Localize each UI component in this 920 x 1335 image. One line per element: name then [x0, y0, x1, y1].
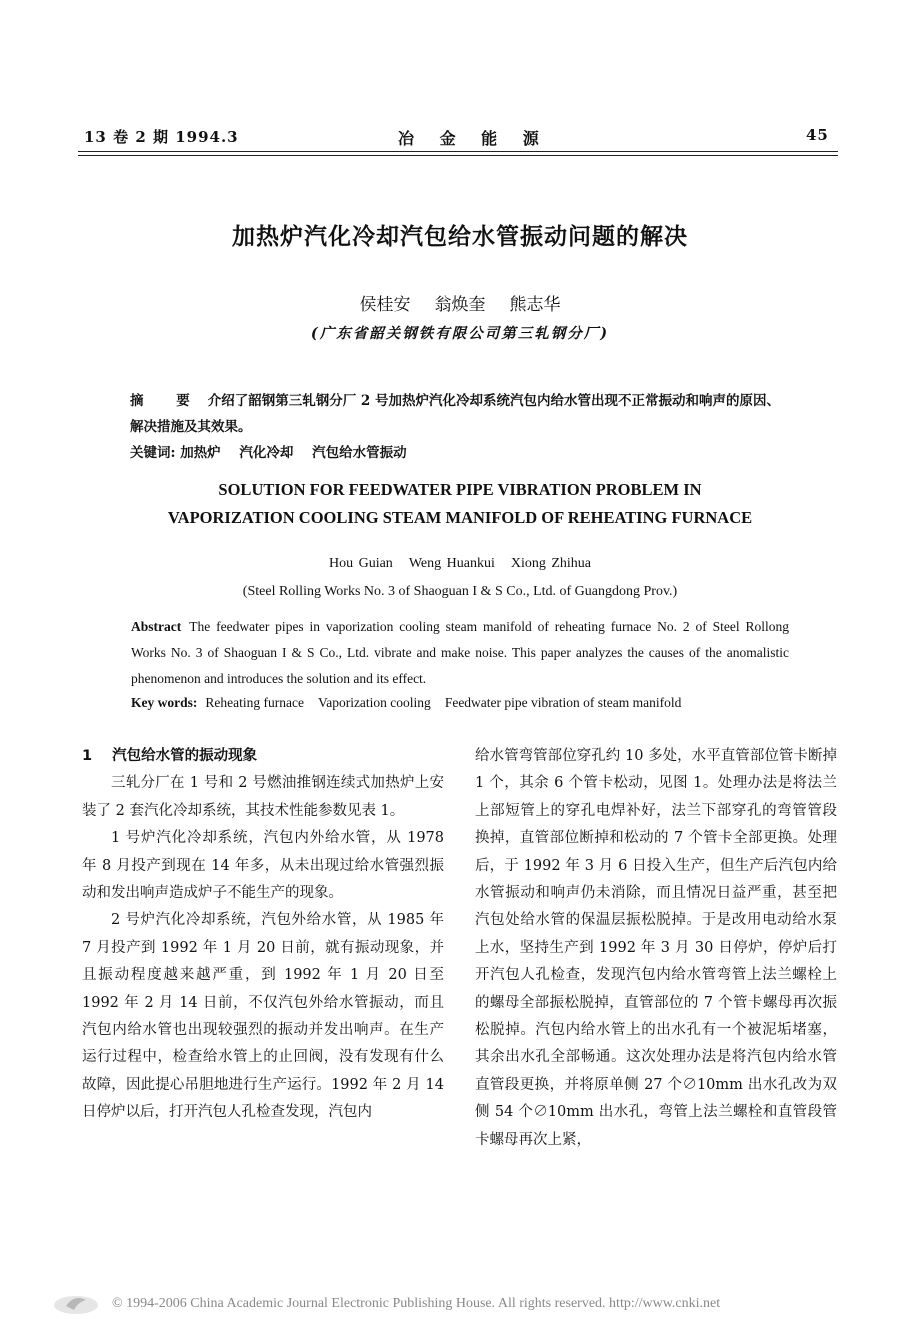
keywords-chinese — [130, 440, 790, 466]
keywords-cn-label: 关键词: — [130, 445, 176, 461]
keywords-english — [131, 690, 789, 716]
keyword-en-3: Feedwater pipe vibration of steam manifold — [444, 695, 682, 710]
author-cn-3: 熊志华 — [509, 295, 561, 315]
abstract-cn-label: 摘 要 — [130, 393, 204, 409]
title-chinese: 加热炉汽化冷却汽包给水管振动问题的解决 — [232, 224, 688, 250]
page-number: 45 — [806, 126, 829, 144]
abstract-en-label: Abstract — [131, 619, 182, 634]
keyword-cn-2: 汽化冷却 — [239, 445, 294, 461]
body-paragraph: 2 号炉汽化冷却系统，汽包外给水管，从 1985 年 7 月投产到 1992 年 1 月 20 日前，就有振动现象，并且振动程度越来越严重，到 1992 年 1 月 20 日至 1992 年 2 月 14 日前，不仅汽包外给水管振动，而且汽包内给水管也出现较强烈的振动并发出响声。在生产运行过程中，检查给水管上的止回阀，没有发现有什么故障，因此提心吊胆地进行生产运行。1992 年 2 月 14 日停炉以后，打开汽包人孔检查发现，汽包内 — [82, 912, 444, 1121]
cnki-logo-icon — [52, 1290, 100, 1316]
keywords-en-label: Key words: — [131, 695, 198, 710]
author-en-2: Weng Huankui — [408, 556, 495, 571]
header-rule-thin — [78, 155, 838, 156]
author-cn-2: 翁焕奎 — [434, 295, 486, 315]
copyright-text: © 1994-2006 China Academic Journal Electronic Publishing House. All rights reserved. http://www.cnki.net — [112, 1296, 721, 1311]
title-english — [0, 476, 920, 532]
copyright-footer — [0, 1294, 920, 1316]
abstract-english — [131, 614, 789, 692]
section-1-heading — [82, 743, 444, 770]
body-column-left — [82, 743, 444, 1127]
author-en-3: Xiong Zhihua — [510, 556, 591, 571]
journal-name: 冶 金 能 源 — [398, 129, 549, 148]
journal-volume-issue: 13 卷 2 期 1994.3 — [84, 128, 239, 146]
abstract-en-text: The feedwater pipes in vaporization cooling steam manifold of reheating furnace No. 2 of Steel Rollong Works No. 3 of Shaoguan I & S Co., Ltd. vibrate and make noise. This paper analyzes the causes of the anomalistic phenomenon and introduces the solution and its effect. — [131, 619, 789, 686]
body-paragraph: 三轧分厂在 1 号和 2 号燃油推钢连续式加热炉上安装了 2 套汽化冷却系统，其技术性能参数见表 1。 — [82, 775, 444, 819]
section-number: 1 — [82, 748, 93, 764]
author-en-1: Hou Guian — [328, 556, 393, 571]
title-en-line-2: VAPORIZATION COOLING STEAM MANIFOLD OF REHEATING FURNACE — [167, 508, 753, 527]
body-paragraph: 1 号炉汽化冷却系统，汽包内外给水管，从 1978 年 8 月投产到现在 14 年多，从未出现过给水管强烈振动和发出响声造成炉子不能生产的现象。 — [82, 830, 444, 902]
title-en-line-1: SOLUTION FOR FEEDWATER PIPE VIBRATION PROBLEM IN — [218, 480, 702, 499]
author-cn-1: 侯桂安 — [359, 295, 411, 315]
affiliation-chinese: (广东省韶关钢铁有限公司第三轧钢分厂) — [310, 325, 610, 342]
keyword-en-2: Vaporization cooling — [317, 695, 431, 710]
keyword-cn-3: 汽包给水管振动 — [312, 445, 407, 461]
header-rule-thick — [78, 151, 838, 152]
affiliation-english: (Steel Rolling Works No. 3 of Shaoguan I & S Co., Ltd. of Guangdong Prov.) — [242, 584, 678, 599]
keyword-en-1: Reheating furnace — [205, 695, 304, 710]
authors-chinese — [0, 290, 920, 315]
authors-english — [0, 556, 920, 572]
abstract-cn-text: 介绍了韶钢第三轧钢分厂 2 号加热炉汽化冷却系统汽包内给水管出现不正常振动和响声的原因、解决措施及其效果。 — [130, 393, 780, 435]
keyword-cn-1: 加热炉 — [180, 445, 221, 461]
body-paragraph-continued: 给水管弯管部位穿孔约 10 多处，水平直管部位管卡断掉 1 个，其余 6 个管卡松动，见图 1。处理办法是将法兰上部短管上的穿孔电焊补好，法兰下部穿孔的弯管管段换掉，直管部位断掉和松动的 7 个管卡全部更换。处理后，于 1992 年 3 月 6 日投入生产，但生产后汽包内给水管振动和响声仍未消除，而且情况日益严重，甚至把汽包处给水管的保温层振松脱掉。于是改用电动给水泵上水，坚持生产到 1992 年 3 月 30 日停炉，停炉后打开汽包人孔检查，发现汽包内给水管弯管上法兰螺栓上的螺母全部振松脱掉，直管部位的 7 个管卡螺母再次振松脱掉。汽包内给水管上的出水孔有一个被泥垢堵塞，其余出水孔全部畅通。这次处理办法是将汽包内给水管直管段更换，并将原单侧 27 个∅10mm 出水孔改为双侧 54 个∅10mm 出水孔，弯管上法兰螺栓和直管段管卡螺母再次上紧， — [475, 748, 837, 1148]
section-title: 汽包给水管的振动现象 — [112, 748, 258, 764]
body-column-right — [475, 743, 837, 1154]
abstract-chinese — [130, 388, 790, 440]
